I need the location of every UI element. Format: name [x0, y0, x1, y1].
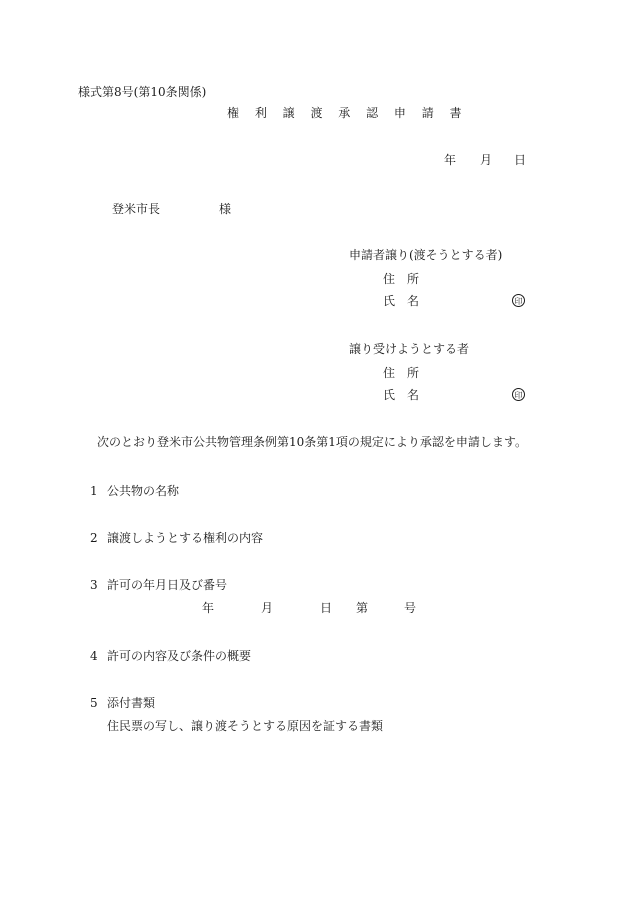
item-label-permit-conditions: 許可の内容及び条件の概要 [107, 649, 252, 663]
item-number: 1 [90, 484, 98, 498]
item-label-public-property-name: 公共物の名称 [107, 484, 180, 498]
item-label-transfer-rights: 譲渡しようとする権利の内容 [107, 531, 264, 545]
applicant-heading: 申請者譲り(渡そうとする者) [349, 248, 503, 262]
page-title: 権 利 譲 渡 承 認 申 請 書 [227, 106, 468, 120]
form-number: 様式第8号(第10条関係) [78, 85, 207, 99]
permit-dai-label: 第 [356, 601, 369, 615]
receiver-seal-icon: 印 [512, 388, 525, 401]
permit-year-label: 年 [202, 601, 215, 615]
application-statement: 次のとおり登米市公共物管理条例第10条第1項の規定により承認を申請します。 [97, 435, 527, 449]
permit-day-label: 日 [320, 601, 333, 615]
applicant-address-label: 住 所 [383, 272, 420, 286]
receiver-heading: 譲り受けようとする者 [349, 342, 470, 356]
attachments-detail: 住民票の写し、譲り渡そうとする原因を証する書類 [107, 719, 384, 733]
item-label-attachments: 添付書類 [107, 696, 156, 710]
item-number: 5 [90, 696, 98, 710]
applicant-seal-icon: 印 [512, 294, 525, 307]
permit-month-label: 月 [261, 601, 274, 615]
applicant-name-label: 氏 名 [383, 294, 420, 308]
item-number: 3 [90, 578, 98, 592]
item-label-permit-date-number: 許可の年月日及び番号 [107, 578, 228, 592]
date-month-label: 月 [480, 153, 493, 167]
date-day-label: 日 [514, 153, 527, 167]
addressee-name: 登米市長 [112, 202, 161, 216]
item-number: 4 [90, 649, 98, 663]
receiver-address-label: 住 所 [383, 366, 420, 380]
permit-go-label: 号 [404, 601, 417, 615]
date-year-label: 年 [444, 153, 457, 167]
receiver-name-label: 氏 名 [383, 388, 420, 402]
item-number: 2 [90, 531, 98, 545]
addressee-honorific: 様 [219, 202, 232, 216]
